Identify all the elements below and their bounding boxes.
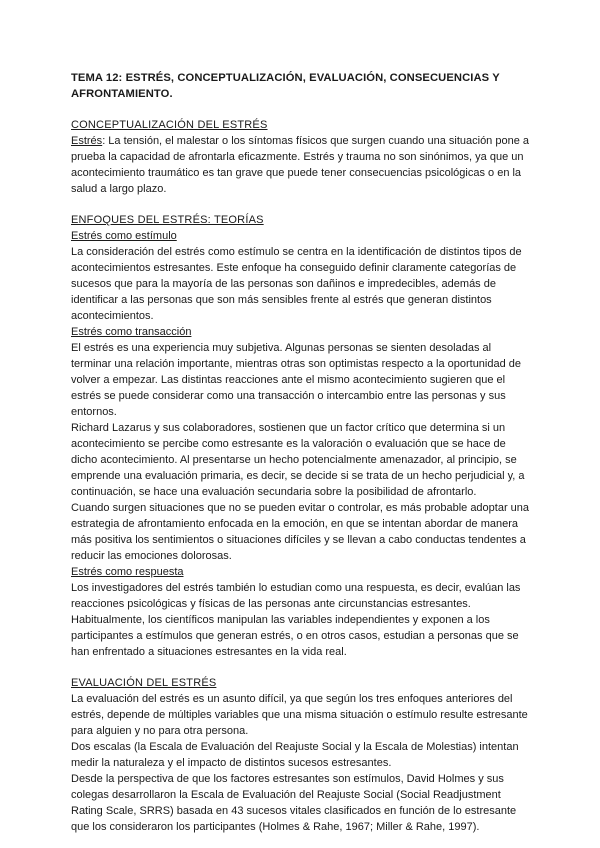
- section-heading: CONCEPTUALIZACIÓN DEL ESTRÉS: [71, 119, 268, 131]
- section-enfoques: [71, 212, 530, 660]
- section-heading: ENFOQUES DEL ESTRÉS: TEORÍAS: [71, 214, 264, 226]
- paragraph: Dos escalas (la Escala de Evaluación del Reajuste Social y la Escala de Molestias) intentan medir la naturaleza y el impacto de distintos sucesos estresantes.: [71, 741, 519, 769]
- section-evaluacion: [71, 675, 530, 835]
- paragraph: El estrés es una experiencia muy subjetiva. Algunas personas se sienten desoladas al terminar una relación importante, mientras otras son optimistas respecto a la oportunidad de volver a empezar. Las distintas reacciones ante el mismo acontecimiento sugieren que el estrés se puede considerar como una transacción o intercambio entre las personas y sus entornos.: [71, 342, 522, 418]
- paragraph: La consideración del estrés como estímulo se centra en la identificación de distintos tipos de acontecimientos estresantes. Este enfoque ha conseguido definir claramente categorías de sucesos que para la mayoría de las personas son dañinos e impredecibles, además de identificar a las personas que son más sensibles frente al estrés que generan distintos acontecimientos.: [71, 246, 522, 322]
- subheading-estimulo: Estrés como estímulo: [71, 230, 177, 242]
- section-heading: EVALUACIÓN DEL ESTRÉS: [71, 677, 217, 689]
- paragraph: Richard Lazarus y sus colaboradores, sostienen que un factor crítico que determina si un acontecimiento se percibe como estresante es la valoración o evaluación que se hace de dicho acontecimiento. Al presentarse un hecho potencialmente amenazador, al principio, se emprende una evaluación primaria, es decir, se decide si se trata de un hecho perjudicial y, a continuación, se hace una evaluación secundaria sobre la posibilidad de afrontarlo.: [71, 422, 525, 498]
- paragraph: Desde la perspectiva de que los factores estresantes son estímulos, David Holmes y sus colegas desarrollaron la Escala de Evaluación del Reajuste Social (Social Readjustment Rating Scale, SRRS) basada en 43 sucesos vitales clasificados en función de lo estresante que los consideraron los participantes (Holmes & Rahe, 1967; Miller & Rahe, 1997).: [71, 773, 517, 833]
- definition-text: : La tensión, el malestar o los síntomas físicos que surgen cuando una situación pone a prueba la capacidad de afrontarla eficazmente. Estrés y trauma no son sinónimos, ya que un acontecimiento traumático es tan grave que puede tener consecuencias psicológicas o en la salud a largo plazo.: [71, 135, 530, 195]
- paragraph: Cuando surgen situaciones que no se pueden evitar o controlar, es más probable adoptar una estrategia de afrontamiento enfocada en la emoción, en que se intentan abordar de manera más positiva los sentimientos o situaciones difíciles y se llevan a cabo conductas tendentes a reducir las emociones dolorosas.: [71, 502, 530, 562]
- paragraph: La evaluación del estrés es un asunto difícil, ya que según los tres enfoques anteriores del estrés, depende de múltiples variables que una misma situación o estímulo resulte estresante para alguien y no para otra persona.: [71, 693, 528, 737]
- paragraph: Los investigadores del estrés también lo estudian como una respuesta, es decir, evalúan las reacciones psicológicas y físicas de las personas ante circunstancias estresantes.: [71, 582, 521, 610]
- paragraph: Habitualmente, los científicos manipulan las variables independientes y exponen a los participantes a estímulos que generan estrés, o en otros casos, estudian a personas que se han enfrentado a situaciones estresantes en la vida real.: [71, 614, 519, 658]
- section-conceptualizacion: [71, 117, 530, 197]
- definition-paragraph: [71, 133, 530, 197]
- subheading-transaccion: Estrés como transacción: [71, 326, 192, 338]
- document-title: TEMA 12: ESTRÉS, CONCEPTUALIZACIÓN, EVALUACIÓN, CONSECUENCIAS Y AFRONTAMIENTO.: [71, 72, 500, 100]
- definition-term: Estrés: [71, 135, 103, 147]
- subheading-respuesta: Estrés como respuesta: [71, 566, 184, 578]
